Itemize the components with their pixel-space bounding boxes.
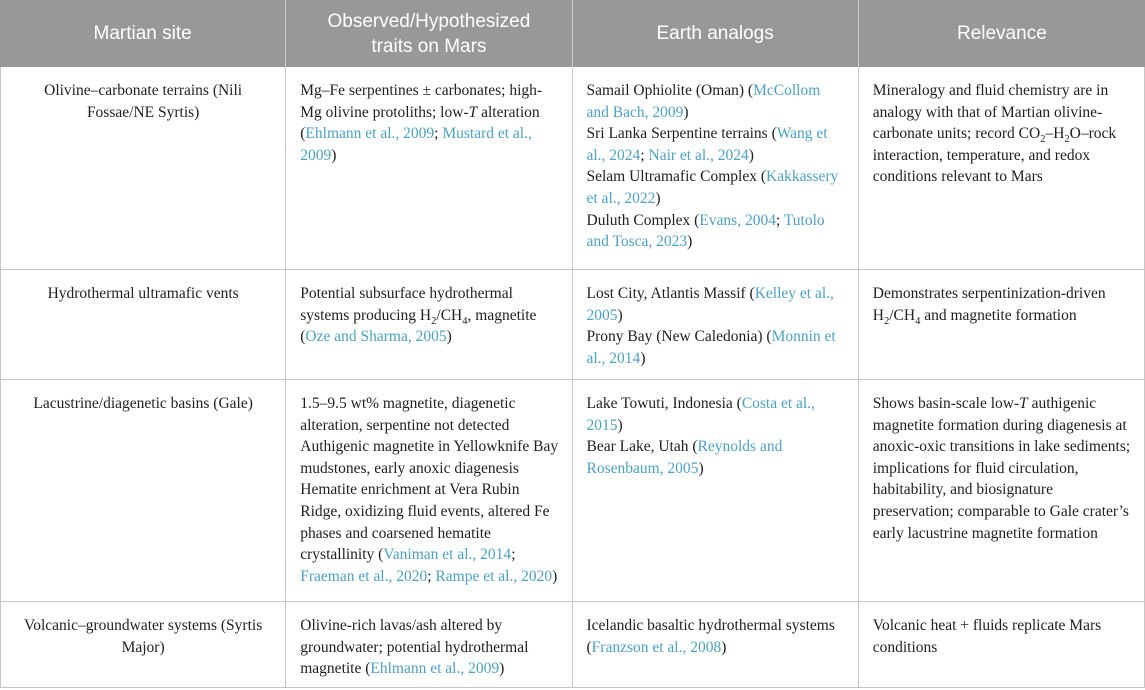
cell-text: Lost City, Atlantis Massif ( <box>586 285 755 302</box>
martian-site-cell <box>0 380 286 601</box>
citation-link[interactable]: Costa et al., 2015 <box>586 395 815 434</box>
cell-text: Selam Ultramafic Complex ( <box>586 168 766 186</box>
citation-link[interactable]: Franzson et al., 2008 <box>591 638 722 656</box>
citation-link[interactable]: Vaniman et al., 2014 <box>383 546 512 564</box>
relevance-cell <box>859 270 1145 379</box>
citation-link[interactable]: Ehlmann et al., 2009 <box>305 125 435 143</box>
cell-text: ) <box>687 233 693 251</box>
table-body <box>0 67 1145 688</box>
subscript-text: 2 <box>1064 134 1070 146</box>
cell-text: , magnetite ( <box>300 306 537 346</box>
header-label: Observed/Hypothesized traits on Mars <box>327 10 531 57</box>
cell-text: Icelandic basaltic hydrothermal systems ( <box>586 617 835 656</box>
cell-text: Potential subsurface hydrothermal systems producing H <box>300 285 513 324</box>
italic-variable: T <box>1019 395 1028 412</box>
citation-link[interactable]: Ehlmann et al., 2009 <box>370 660 500 678</box>
cell-text: ; <box>640 146 649 164</box>
martian-site-cell <box>0 67 286 269</box>
citation-link[interactable]: Kakkassery et al., 2022 <box>586 168 839 207</box>
cell-text: ) <box>640 349 646 367</box>
subscript-text: 2 <box>1040 134 1046 146</box>
cell-text: Bear Lake, Utah ( <box>586 438 698 456</box>
cell-text: and magnetite formation <box>920 306 1077 324</box>
citation-link[interactable]: Oze and Sharma, 2005 <box>305 328 447 346</box>
citation-link[interactable]: McCollom and Bach, 2009 <box>586 82 821 121</box>
earth-analogs-cell <box>573 380 859 601</box>
header-cell-martian-site <box>0 0 286 67</box>
cell-text: ) <box>499 660 505 678</box>
traits-cell <box>286 380 572 601</box>
cell-text: ; <box>427 567 436 585</box>
cell-text: Hematite enrichment at Vera Rubin Ridge, oxidizing fluid events, altered Fe phases and coarsened hematite crystallinity ( <box>300 481 550 564</box>
cell-text: ; <box>775 211 784 229</box>
header-cell-relevance <box>859 0 1145 67</box>
header-cell-observed-traits <box>286 0 572 67</box>
cell-text: Sri Lanka Serpentine terrains ( <box>586 125 777 143</box>
citation-link[interactable]: Evans, 2004 <box>699 211 776 229</box>
traits-cell <box>286 270 572 379</box>
earth-analogs-cell <box>573 67 859 269</box>
cell-text: Hydrothermal ultramafic vents <box>47 285 239 302</box>
cell-text: Olivine–carbonate terrains (Nili Fossae/NE Syrtis) <box>44 82 243 121</box>
header-label: Martian site <box>93 23 192 44</box>
cell-text: Mineralogy and fluid chemistry are in analogy with that of Martian olivine-carbonate units; record CO <box>872 82 1109 143</box>
cell-text: authigenic magnetite formation during diagenesis at anoxic-oxic transitions in lake sediments; implications for fluid circulation, habitability, and biosignature preservation; comparable to Gale crater’s early lacustrine magnetite formation <box>872 395 1131 542</box>
citation-link[interactable]: Fraeman et al., 2020 <box>300 567 428 585</box>
cell-text: Shows basin-scale low- <box>872 395 1020 412</box>
cell-text: ) <box>748 146 754 164</box>
cell-text: Olivine-rich lavas/ash altered by groundwater; potential hydrothermal magnetite ( <box>300 617 529 678</box>
citation-link[interactable]: Tutolo and Tosca, 2023 <box>586 211 825 251</box>
subscript-text: 2 <box>883 315 890 327</box>
header-cell-earth-analogs <box>573 0 859 67</box>
subscript-text: 4 <box>462 315 468 327</box>
cell-text: Lake Towuti, Indonesia ( <box>586 395 742 412</box>
cell-text: 1.5–9.5 wt% magnetite, diagenetic alteration, serpentine not detected <box>300 395 516 434</box>
cell-text: ) <box>655 189 661 207</box>
italic-variable: T <box>468 103 478 121</box>
cell-text: ) <box>698 459 704 477</box>
citation-link[interactable]: Mustard et al., 2009 <box>300 125 532 164</box>
cell-text: /CH <box>436 306 463 324</box>
subscript-text: 4 <box>915 315 921 327</box>
header-label: Earth analogs <box>656 23 774 44</box>
citation-link[interactable]: Reynolds and Rosenbaum, 2005 <box>586 438 783 477</box>
cell-text: Volcanic heat + fluids replicate Mars conditions <box>872 617 1102 656</box>
cell-text: Prony Bay (New Caledonia) ( <box>586 328 772 346</box>
citation-link[interactable]: Monnin et al., 2014 <box>586 328 836 367</box>
citation-link[interactable]: Wang et al., 2024 <box>586 125 828 164</box>
cell-text: ) <box>446 328 452 346</box>
table-row <box>0 67 1145 270</box>
cell-text: Duluth Complex ( <box>586 211 700 229</box>
cell-text: Demonstrates serpentinization-driven H <box>872 285 1106 324</box>
table-row <box>0 270 1145 380</box>
table-row <box>0 380 1145 602</box>
cell-text: Authigenic magnetite in Yellowknife Bay mudstones, early anoxic diagenesis <box>300 438 559 477</box>
table-row <box>0 602 1145 688</box>
cell-text: Samail Ophiolite (Oman) ( <box>586 82 754 99</box>
relevance-cell <box>859 602 1145 687</box>
cell-text: /CH <box>889 306 916 324</box>
cell-text: ; <box>434 125 443 143</box>
cell-text: ) <box>617 306 623 324</box>
earth-analogs-cell <box>573 602 859 687</box>
citation-link[interactable]: Kelley et al., 2005 <box>586 285 834 324</box>
cell-text: Lacustrine/diagenetic basins (Gale) <box>33 395 253 412</box>
cell-text: Volcanic–groundwater systems (Syrtis Major) <box>24 617 263 656</box>
traits-cell <box>286 67 572 269</box>
citation-link[interactable]: Rampe et al., 2020 <box>435 567 553 585</box>
citation-link[interactable]: Nair et al., 2024 <box>648 146 749 164</box>
earth-analogs-cell <box>573 270 859 379</box>
relevance-cell <box>859 67 1145 269</box>
cell-text: –H <box>1045 125 1065 143</box>
cell-text: ) <box>331 146 337 164</box>
cell-text: ) <box>721 638 727 656</box>
cell-text: ) <box>552 567 558 585</box>
martian-site-cell <box>0 602 286 687</box>
traits-cell <box>286 602 572 687</box>
cell-text: alteration ( <box>300 103 540 143</box>
subscript-text: 2 <box>431 315 437 327</box>
cell-text: Mg–Fe serpentines ± carbonates; high-Mg olivine protoliths; low- <box>300 82 543 121</box>
cell-text: ) <box>683 103 689 121</box>
cell-text: ; <box>511 546 516 564</box>
header-label: Relevance <box>956 23 1047 44</box>
relevance-cell <box>859 380 1145 601</box>
cell-text: ) <box>617 416 623 434</box>
table-header-row <box>0 0 1145 67</box>
cell-text: O–rock interaction, temperature, and redox conditions relevant to Mars <box>872 125 1117 186</box>
martian-site-cell <box>0 270 286 379</box>
